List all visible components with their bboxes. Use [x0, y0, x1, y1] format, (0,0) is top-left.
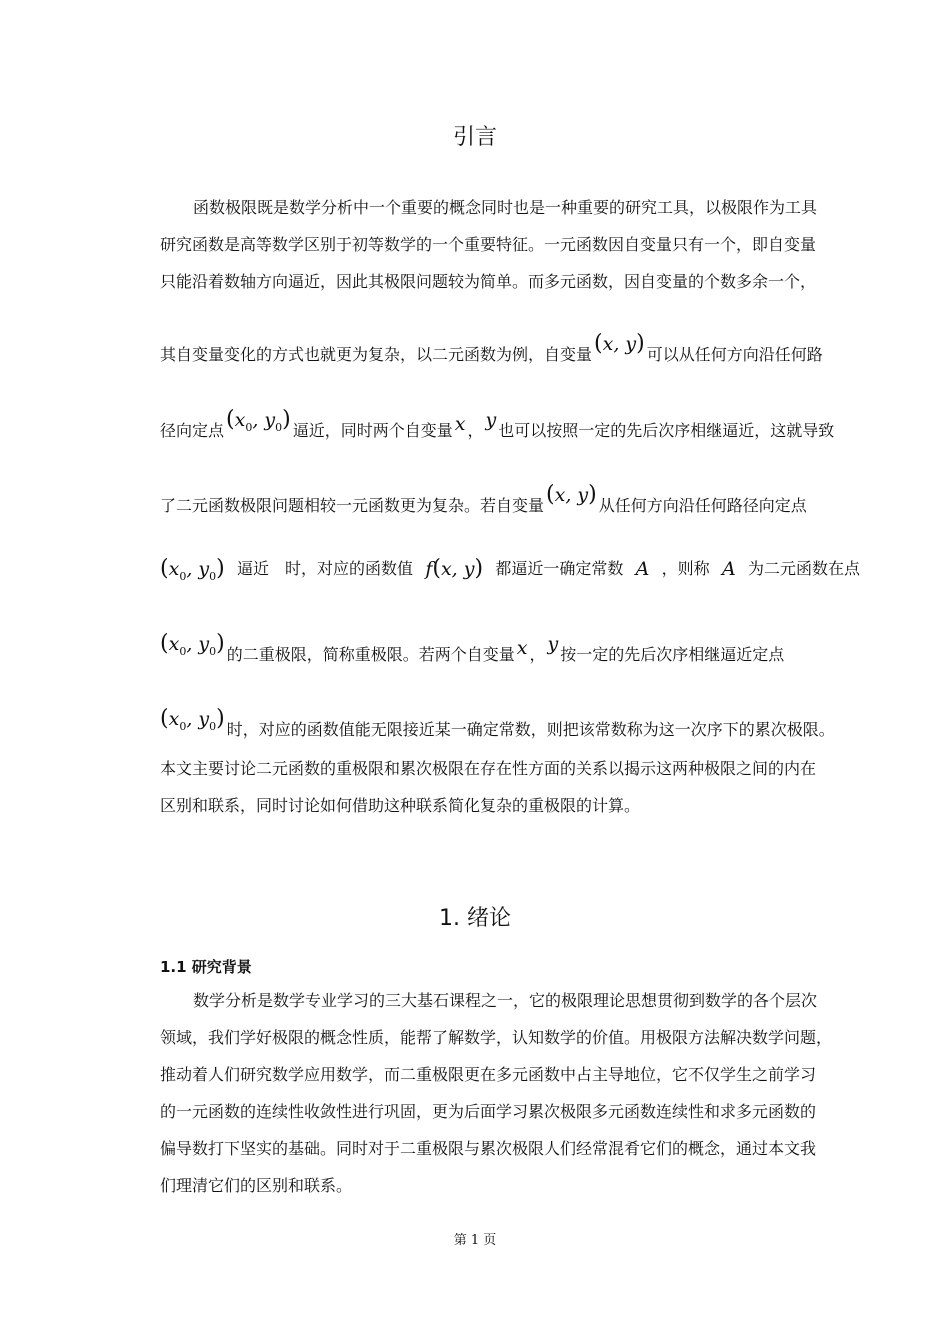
text-span: 逼近 时，对应的函数值 — [237, 559, 414, 578]
intro-p1-line5 — [160, 409, 860, 442]
text-span: 时，对应的函数值能无限接近某一确定常数，则把该常数称为这一次序下的累次极限。 — [226, 720, 835, 739]
ch1-line4: 的一元函数的连续性收敛性进行巩固，更为后面学习累次极限多元函数连续性和求多元函数的 — [160, 1102, 817, 1121]
text-span: 也可以按照一定的先后次序相继逼近，这就导致 — [498, 421, 835, 440]
ch1-line3: 推动着人们研究数学应用数学，而二重极限更在多元函数中占主导地位，它不仅学生之前学习 — [160, 1065, 817, 1084]
ch1-line5: 偏导数打下坚实的基础。同时对于二重极限与累次极限人们经常混肴它们的概念，通过本文我 — [160, 1139, 817, 1158]
intro-p1-line4 — [160, 333, 860, 366]
text-span: 可以从任何方向沿任何路 — [646, 345, 823, 364]
page-number: 第 1 页 — [453, 1233, 497, 1248]
intro-p1-line2: 研究函数是高等数学区别于初等数学的一个重要特征。一元函数因自变量只有一个，即自变量 — [160, 235, 817, 254]
intro-heading: 引言 — [452, 125, 497, 150]
text-span: 了二元函数极限问题相较一元函数更为复杂。若自变量 — [160, 496, 545, 515]
ch1-line1: 数学分析是数学专业学习的三大基石课程之一，它的极限理论思想贯彻到数学的各个层次 — [193, 991, 818, 1010]
text-span: 从任何方向沿任何路径向定点 — [598, 496, 807, 515]
text-span: 其自变量变化的方式也就更为复杂，以二元函数为例，自变量 — [160, 345, 593, 364]
text-span: ，则称 — [661, 559, 710, 578]
math-xy: (x, y) — [594, 331, 645, 356]
intro-p1-line8 — [160, 633, 860, 666]
intro-p1-line3: 只能沿着数轴方向逼近，因此其极限问题较为简单。而多元函数，因自变量的个数多余一个， — [160, 272, 817, 291]
ch1-line6: 们理清它们的区别和联系。 — [160, 1176, 353, 1195]
math-A: A — [635, 558, 650, 580]
math-x: x — [516, 637, 528, 659]
ch1-line2: 领域，我们学好极限的概念性质，能帮了解数学，认知数学的价值。用极限方法解决数学问题， — [160, 1028, 833, 1047]
text-span: 逼近，同时两个自变量 — [292, 421, 453, 440]
math-x0y0: ($x_0$, $y_0$) — [160, 556, 225, 583]
text-span: ， — [529, 645, 546, 664]
text-span: 都逼近一确定常数 — [495, 559, 624, 578]
math-x0y0: ($x_0$, $y_0$) — [160, 631, 225, 658]
math-A: A — [721, 558, 736, 580]
section-1-1-heading: 1.1 研究背景 — [160, 958, 252, 976]
text-span: 按一定的先后次序相继逼近定点 — [560, 645, 785, 664]
text-span: 径向定点 — [160, 421, 225, 440]
text-span: 的二重极限，简称重极限。若两个自变量 — [226, 645, 515, 664]
intro-p1-line9 — [160, 708, 860, 741]
math-x0y0: ($x_0$, $y_0$) — [226, 407, 291, 434]
math-y: y — [485, 409, 497, 431]
text-span: 为二元函数在点 — [747, 559, 860, 578]
intro-p2-line1: 本文主要讨论二元函数的重极限和累次极限在存在性方面的关系以揭示这两种极限之间的内在 — [160, 759, 817, 778]
math-x: x — [454, 413, 466, 435]
chapter1-heading: 1. 绪论 — [439, 906, 511, 931]
intro-p1-line7 — [160, 558, 860, 588]
intro-p1-line1: 函数极限既是数学分析中一个重要的概念同时也是一种重要的研究工具，以极限作为工具 — [193, 198, 818, 217]
math-fxy: f(x, y) — [425, 556, 484, 581]
math-xy: (x, y) — [546, 482, 597, 507]
intro-p2-line2: 区别和联系，同时讨论如何借助这种联系简化复杂的重极限的计算。 — [160, 796, 641, 815]
text-span: ， — [467, 421, 484, 440]
math-x0y0: ($x_0$, $y_0$) — [160, 706, 225, 733]
math-y: y — [547, 633, 559, 655]
intro-p1-line6 — [160, 484, 860, 517]
